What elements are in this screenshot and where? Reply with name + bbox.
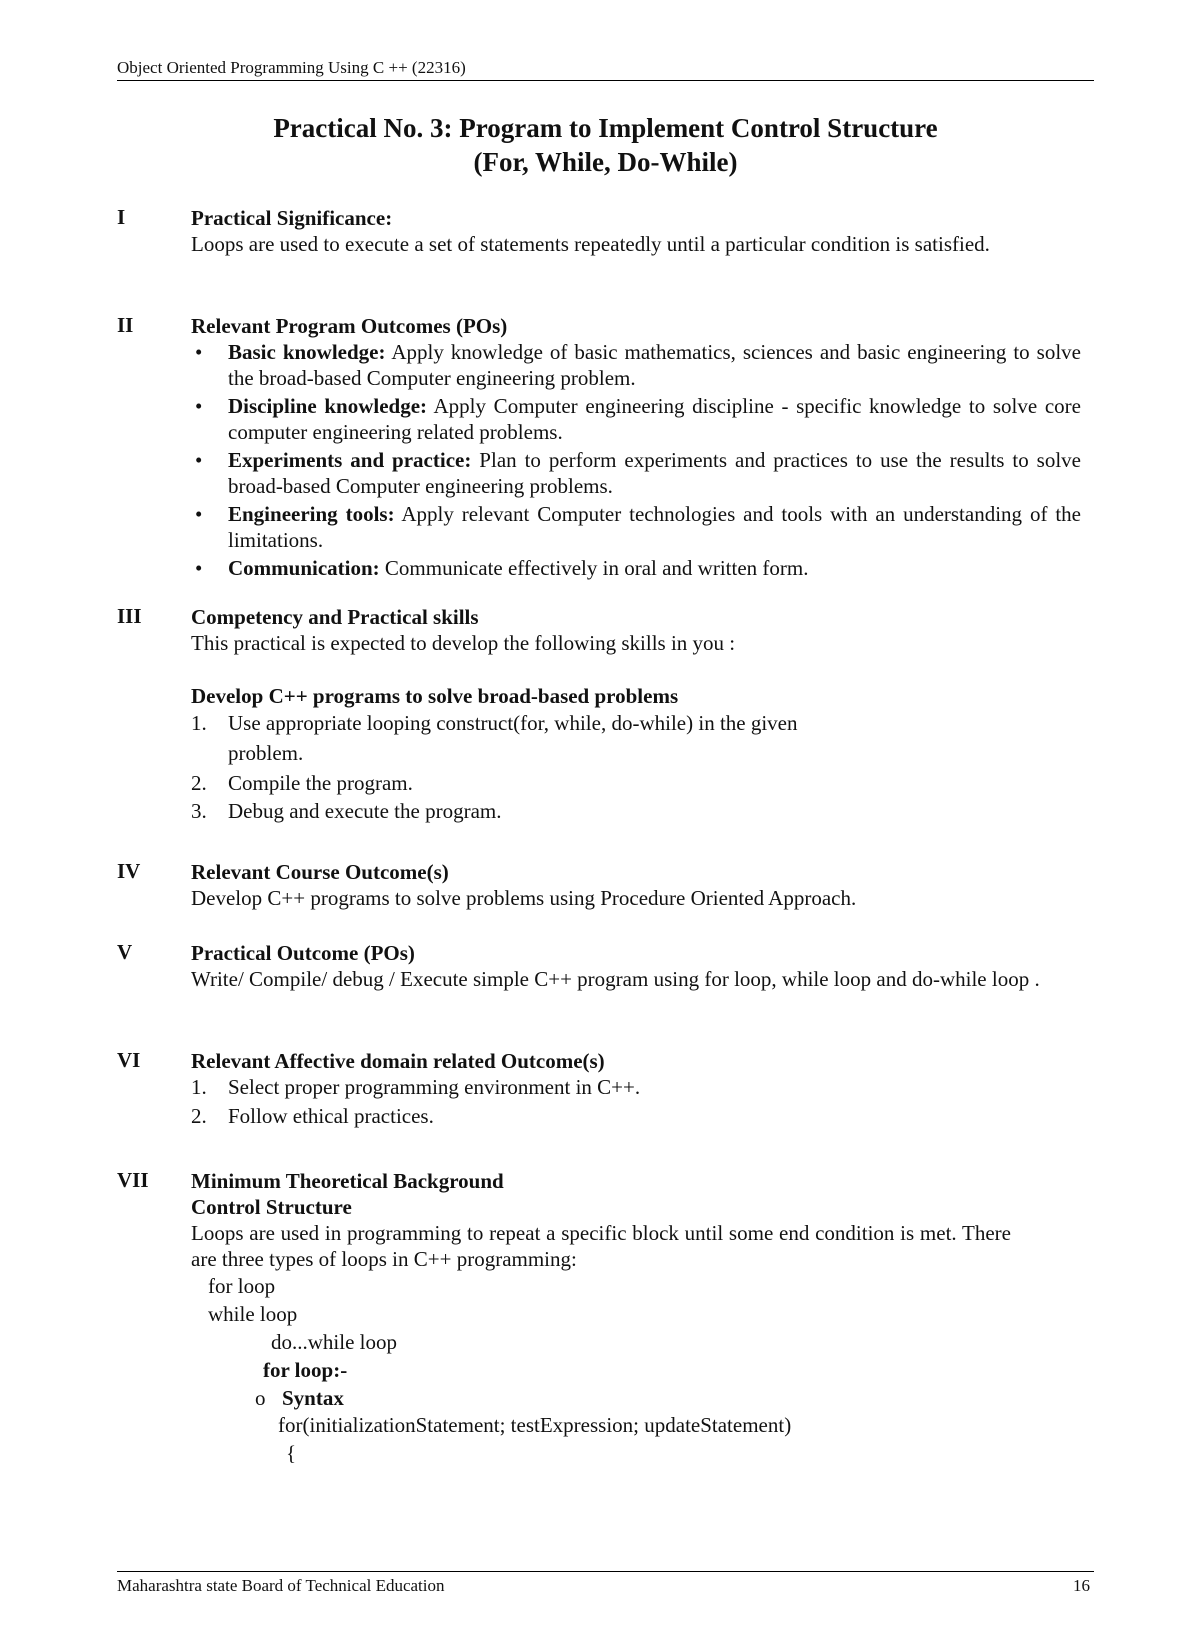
- section-4-body: Develop C++ programs to solve problems using Procedure Oriented Approach.: [191, 886, 857, 910]
- loop-type-for: for loop: [208, 1274, 276, 1298]
- list-item: [191, 555, 1081, 581]
- outcome-text: Apply Computer engineering discipline - specific knowledge to solve core computer engineering related problems.: [228, 394, 1081, 444]
- section-6-heading: Relevant Affective domain related Outcome(s): [191, 1049, 605, 1073]
- affective-item-1-text: Select proper programming environment in C++.: [228, 1075, 641, 1099]
- outcome-text: Plan to perform experiments and practices to use the results to solve broad-based Computer engineering problems.: [228, 448, 1081, 498]
- page-title-line-1: Practical No. 3: Program to Implement Control Structure: [273, 113, 938, 143]
- list-item: [191, 393, 1081, 445]
- section-5-number: V: [117, 940, 133, 964]
- section-5-body: Write/ Compile/ debug / Execute simple C++ program using for loop, while loop and do-while loop .: [191, 967, 1040, 991]
- bullet-icon: •: [195, 448, 203, 472]
- skill-item-3-number: 3.: [191, 799, 207, 823]
- section-2-heading: Relevant Program Outcomes (POs): [191, 314, 508, 338]
- list-item: [191, 447, 1081, 499]
- skill-item-1-number: 1.: [191, 711, 207, 735]
- bullet-icon: •: [195, 556, 203, 580]
- outcome-text: Communicate effectively in oral and written form.: [379, 556, 809, 580]
- section-7-number: VII: [117, 1168, 149, 1192]
- bullet-icon: •: [195, 394, 203, 418]
- outcome-label: Experiments and practice:: [228, 448, 472, 472]
- affective-item-2-number: 2.: [191, 1104, 207, 1128]
- page-number: 16: [1073, 1576, 1090, 1595]
- section-4-heading: Relevant Course Outcome(s): [191, 860, 449, 884]
- skill-item-1-line-2: problem.: [228, 741, 304, 765]
- outcome-label: Engineering tools:: [228, 502, 395, 526]
- bullet-icon: •: [195, 340, 203, 364]
- section-7-heading: Minimum Theoretical Background: [191, 1169, 504, 1193]
- skill-item-2-number: 2.: [191, 771, 207, 795]
- section-3-intro: This practical is expected to develop the following skills in you :: [191, 631, 736, 655]
- bullet-icon: •: [195, 502, 203, 526]
- list-item: [191, 501, 1081, 553]
- syntax-brace: {: [286, 1441, 297, 1465]
- outcome-label: Discipline knowledge:: [228, 394, 428, 418]
- list-item: [191, 339, 1081, 391]
- section-1-heading: Practical Significance:: [191, 206, 393, 230]
- syntax-bullet-icon: o: [255, 1386, 266, 1410]
- section-5-heading: Practical Outcome (POs): [191, 941, 415, 965]
- page-title-line-2: (For, While, Do-While): [473, 147, 738, 177]
- section-1-number: I: [117, 205, 126, 229]
- section-7-subheading: Control Structure: [191, 1195, 352, 1219]
- section-3-heading: Competency and Practical skills: [191, 605, 479, 629]
- section-7-body: Loops are used in programming to repeat a specific block until some end condition is met. There are three types of loops in C++ programming:: [191, 1221, 1011, 1271]
- skill-item-3-text: Debug and execute the program.: [228, 799, 502, 823]
- skill-item-1-line-1: Use appropriate looping construct(for, while, do-while) in the given: [228, 711, 798, 735]
- outcome-text: Apply relevant Computer technologies and tools with an understanding of the limitations.: [228, 502, 1081, 552]
- loop-type-while: while loop: [208, 1302, 298, 1326]
- loop-type-do-while: do...while loop: [271, 1330, 397, 1354]
- page-footer: [117, 1571, 1094, 1596]
- for-loop-heading: for loop:-: [263, 1358, 348, 1382]
- page-header: Object Oriented Programming Using C ++ (22316): [117, 58, 1094, 81]
- outcome-text: Apply knowledge of basic mathematics, sciences and basic engineering to solve the broad-based Computer engineering problem.: [228, 340, 1081, 390]
- section-2-number: II: [117, 313, 134, 337]
- syntax-line: for(initializationStatement; testExpression; updateStatement): [278, 1413, 792, 1437]
- footer-text: Maharashtra state Board of Technical Education: [117, 1576, 445, 1595]
- section-6-number: VI: [117, 1048, 141, 1072]
- affective-item-2-text: Follow ethical practices.: [228, 1104, 434, 1128]
- affective-item-1-number: 1.: [191, 1075, 207, 1099]
- program-outcomes-list: [191, 339, 1081, 583]
- section-4-number: IV: [117, 859, 141, 883]
- section-1-body: Loops are used to execute a set of statements repeatedly until a particular condition is satisfied.: [191, 232, 990, 256]
- outcome-label: Basic knowledge:: [228, 340, 386, 364]
- outcome-label: Communication:: [228, 556, 380, 580]
- section-3-number: III: [117, 604, 142, 628]
- syntax-label: Syntax: [282, 1386, 344, 1410]
- section-3-subheading: Develop C++ programs to solve broad-based problems: [191, 684, 679, 708]
- skill-item-2-text: Compile the program.: [228, 771, 413, 795]
